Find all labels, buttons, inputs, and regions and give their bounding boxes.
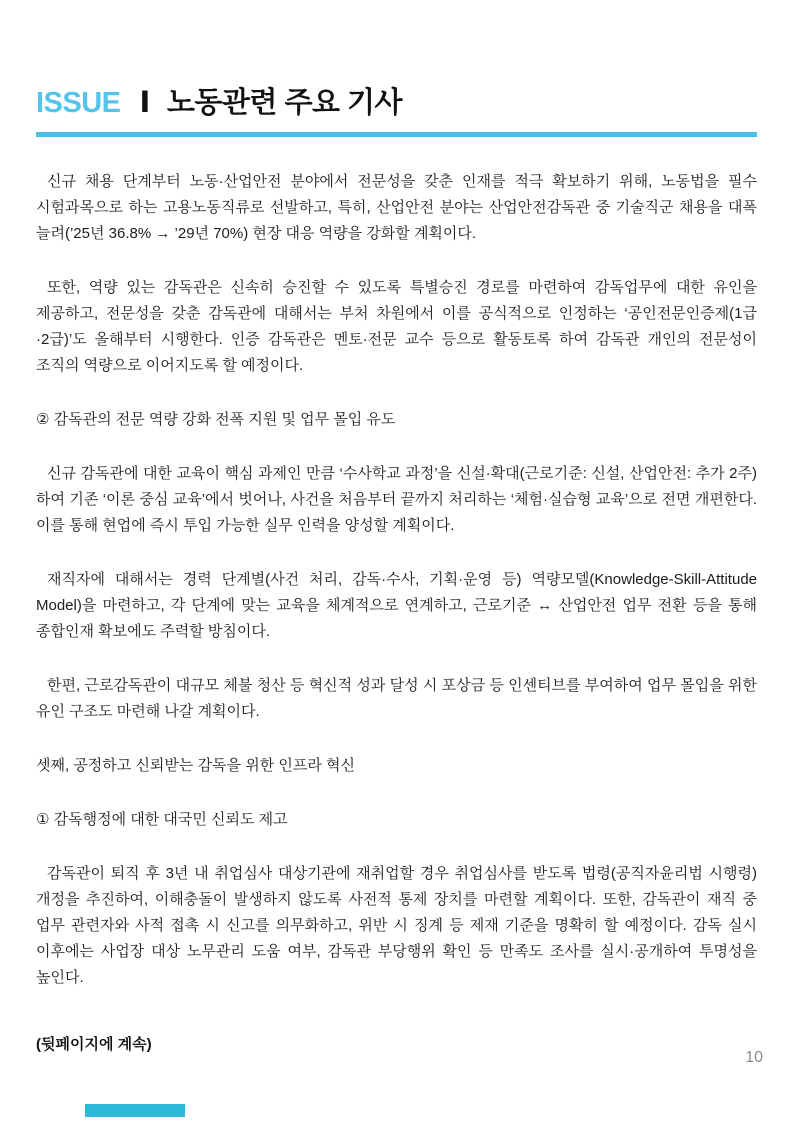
body-paragraph: 재직자에 대해서는 경력 단계별(사건 처리, 감독·수사, 기획·운영 등) 역량모델(Knowledge-Skill-Attitude Model)을 마련하고, 각 단계에 맞는 교육을 체계적으로 연계하고, 근로기준 ↔ 산업안전 업무 전환 등을 통해 종합인재 확보에도 주력할 방침이다.	[36, 571, 757, 640]
page-number: 10	[745, 1049, 763, 1066]
title-text: 노동관련 주요 기사	[166, 87, 403, 119]
title-separator: Ⅰ	[139, 87, 150, 119]
page-header	[0, 0, 793, 137]
body-paragraph: 신규 채용 단계부터 노동·산업안전 분야에서 전문성을 갖춘 인재를 적극 확보하기 위해, 노동법을 필수 시험과목으로 하는 고용노동직류로 선발하고, 특히, 산업안전 분야는 산업안전감독관 중 기술직군 채용을 대폭 늘려(’25년 36.8% → ’29년 70%) 현장 대응 역량을 강화할 계획이다.	[36, 173, 757, 242]
document-body	[0, 169, 793, 991]
header-underline	[36, 132, 757, 137]
section-label: ② 감독관의 전문 역량 강화 전폭 지원 및 업무 몰입 유도	[36, 411, 396, 428]
body-paragraph: 신규 감독관에 대한 교육이 핵심 과제인 만큼 ‘수사학교 과정’을 신설·확대(근로기준: 신설, 산업안전: 추가 2주)하여 기존 ‘이론 중심 교육’에서 벗어나, 사건을 처음부터 끝까지 처리하는 ‘체험·실습형 교육’으로 전면 개편한다. 이를 통해 현업에 즉시 투입 가능한 실무 인력을 양성할 계획이다.	[36, 465, 757, 534]
body-paragraph: 또한, 역량 있는 감독관은 신속히 승진할 수 있도록 특별승진 경로를 마련하여 감독업무에 대한 유인을 제공하고, 전문성을 갖춘 감독관에 대해서는 부처 차원에서 이를 공식적으로 인정하는 ‘공인전문인증제(1급·2급)’도 올해부터 시행한다. 인증 감독관은 멘토·전문 교수 등으로 활동토록 하여 감독관 개인의 전문성이 조직의 역량으로 이어지도록 할 예정이다.	[36, 279, 757, 374]
footer-accent-bar	[85, 1104, 185, 1117]
body-paragraph: 감독관이 퇴직 후 3년 내 취업심사 대상기관에 재취업할 경우 취업심사를 받도록 법령(공직자윤리법 시행령) 개정을 추진하여, 이해충돌이 발생하지 않도록 사전적 통제 장치를 마련할 계획이다. 또한, 감독관이 재직 중 업무 관련자와 사적 접촉 시 신고를 의무화하고, 위반 시 징계 등 제재 기준을 명확히 할 예정이다. 감독 실시 이후에는 사업장 대상 노무관리 도움 여부, 감독관 부당행위 확인 등 만족도 조사를 실시·공개하여 투명성을 높인다.	[36, 865, 757, 986]
body-paragraph: 한편, 근로감독관이 대규모 체불 청산 등 혁신적 성과 달성 시 포상금 등 인센티브를 부여하여 업무 몰입을 위한 유인 구조도 마련해 나갈 계획이다.	[36, 677, 757, 720]
issue-label: ISSUE	[36, 87, 121, 119]
page-title	[36, 86, 757, 120]
section-label: ① 감독행정에 대한 대국민 신뢰도 제고	[36, 811, 288, 828]
continued-note: (뒷페이지에 계속)	[36, 1036, 152, 1053]
section-label: 셋째, 공정하고 신뢰받는 감독을 위한 인프라 혁신	[36, 757, 355, 774]
